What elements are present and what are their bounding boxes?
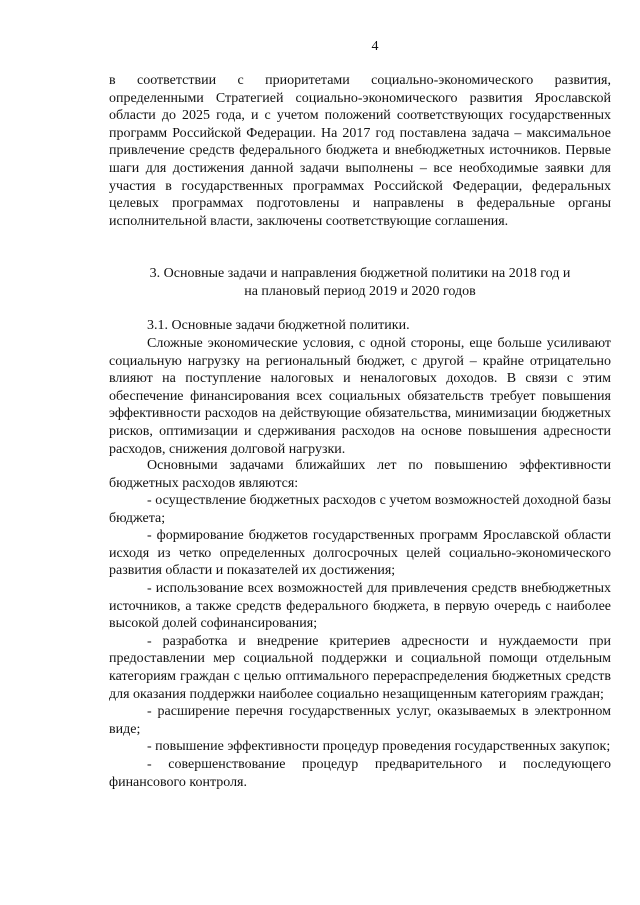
- task-item: - повышение эффективности процедур проведения государственных закупок;: [147, 739, 611, 755]
- paragraph-conditions: Сложные экономические условия, с одной стороны, еще больше усиливают социальную нагрузку на региональный бюджет, с другой – крайне отрицательно влияют на поступление налоговых и неналоговых доходов. В связи с этим обеспечение финансирования всех социальных обязательств требует повышения эффективности расходов на действующие обязательства, минимизации бюджетных рисков, оптимизации и сдерживания расходов на основе повышения адресности расходов, снижения долговой нагрузки.: [109, 336, 611, 457]
- intro-paragraph: в соответствии с приоритетами социально-экономического развития, определенными Стратегией социально-экономического развития Ярославской области до 2025 года, и с учетом положений соответствующих государственных программ Российской Федерации. На 2017 год поставлена задача – максимальное привлечение средств федерального бюджета и внебюджетных источников. Первые шаги для достижения данной задачи выполнены – все необходимые заявки для участия в государственных программах Российской Федерации, федеральных целевых программах подготовлены и направлены в федеральные органы исполнительной власти, заключены соответствующие соглашения.: [109, 73, 611, 229]
- task-item: - разработка и внедрение критериев адресности и нуждаемости при предоставлении мер социальной поддержки и социальной помощи отдельным категориям граждан с целью оптимального перераспределения бюджетных средств для оказания поддержки наиболее социально незащищенным категориям граждан;: [109, 633, 611, 702]
- section-heading: [109, 265, 611, 301]
- section-heading-line-2: на плановый период 2019 и 2020 годов: [244, 283, 476, 299]
- task-item: - осуществление бюджетных расходов с учетом возможностей доходной базы бюджета;: [109, 493, 611, 526]
- task-list: [109, 492, 611, 791]
- task-item: - использование всех возможностей для привлечения средств внебюджетных источников, а также средств федерального бюджета, в первую очередь с наиболее высокой долей софинансирования;: [109, 580, 611, 632]
- task-item: - расширение перечня государственных услуг, оказываемых в электронном виде;: [109, 704, 611, 737]
- tasks-intro: Основными задачами ближайших лет по повышению эффективности бюджетных расходов являются:: [109, 458, 611, 491]
- task-item: - совершенствование процедур предварительного и последующего финансового контроля.: [109, 756, 611, 790]
- subsection-heading: 3.1. Основные задачи бюджетной политики.: [147, 318, 410, 333]
- task-item: - формирование бюджетов государственных программ Ярославской области исходя из четко определенных долгосрочных целей социально-экономического развития области и показателей их достижения;: [109, 528, 611, 579]
- page-number: 4: [371, 39, 379, 54]
- section-heading-line-1: 3. Основные задачи и направления бюджетной политики на 2018 год и: [149, 266, 571, 281]
